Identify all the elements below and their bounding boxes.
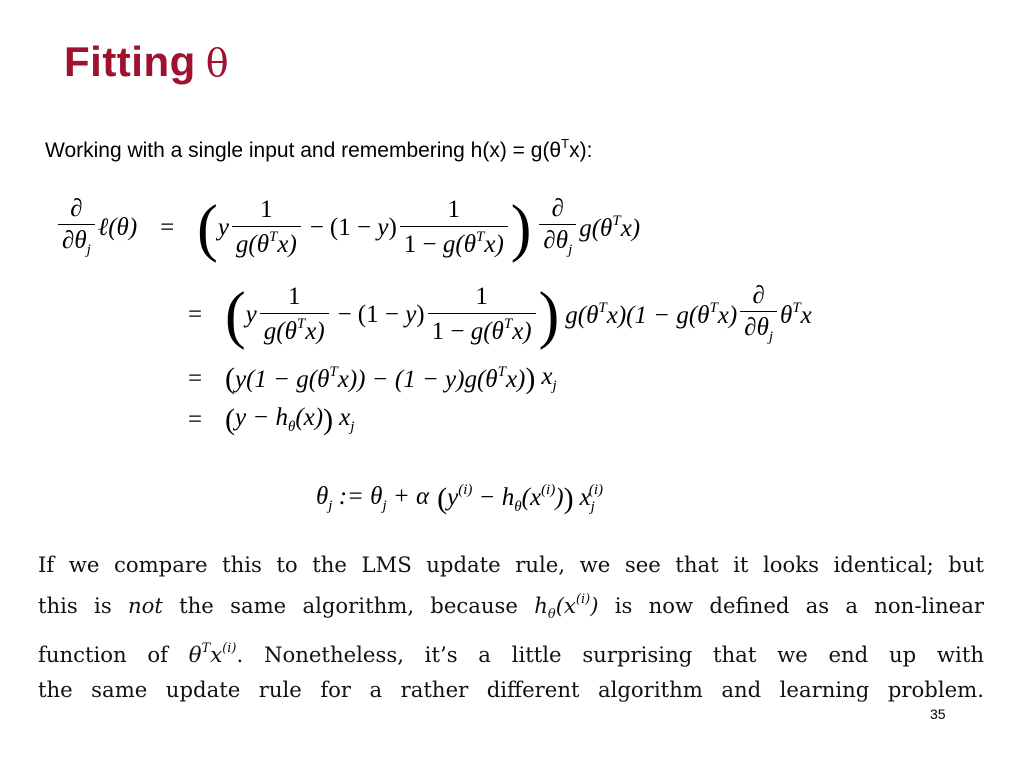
big-paren-close: ) xyxy=(538,278,560,351)
partial-wrt-theta-j-rhs: $\frac{\partial}{\partial\theta_j}$ xyxy=(539,196,576,259)
partial-wrt-theta-j-rhs: $\frac{\partial}{\partial\theta_j}$ xyxy=(740,283,777,346)
paragraph-line-3-a: function of xyxy=(38,642,169,667)
term-y: y xyxy=(217,213,229,241)
theta-symbol: θ xyxy=(205,41,230,85)
g-theta-x: $g(\theta^Tx)$ xyxy=(579,212,641,242)
emphasis-not: not xyxy=(127,592,163,618)
paren-close: ) xyxy=(525,362,536,395)
term-y: y xyxy=(245,300,257,328)
page-number: 35 xyxy=(930,706,946,722)
minus-sign: − xyxy=(309,213,324,241)
line3-expression: $y(1 - g(\theta^Tx)) - (1 - y)g(\theta^Tx)$ xyxy=(235,364,526,393)
paragraph-line-1: If we compare this to the LMS update rule, we see that it looks identical; but xyxy=(38,552,984,577)
explanation-paragraph xyxy=(38,548,984,707)
y-minus-h: $y - h_\theta(x)$ xyxy=(235,404,324,435)
paren-close: ) xyxy=(563,482,574,515)
paren-close: ) xyxy=(323,403,334,436)
paragraph-line-2-c: is now defined as a non-linear xyxy=(614,592,984,618)
big-paren-open: ( xyxy=(197,191,218,264)
equals-sign: = xyxy=(160,213,175,241)
update-rule-expression: $\theta_j$ := $\theta_j + \alpha$ xyxy=(316,483,430,514)
big-paren-close: ) xyxy=(510,191,532,264)
fraction-one-over-one-minus-g: $\frac{1}{1 - g(\theta^Tx)}$ xyxy=(400,197,508,258)
derivation-line-2 xyxy=(165,278,812,351)
equals-sign: = xyxy=(187,300,203,328)
equals-sign: = xyxy=(187,365,203,392)
partial-den-text: ∂θ xyxy=(62,227,87,255)
x-sub-j: $x_j$ xyxy=(339,404,355,435)
minus-sign: − xyxy=(337,300,352,328)
slide-title-text: Fitting xyxy=(64,38,196,85)
fraction-one-over-g: $\frac{1}{g(\theta^Tx)}$ xyxy=(260,284,329,345)
paragraph-line-2-a: this is xyxy=(38,592,112,618)
slide-title xyxy=(64,38,229,86)
x-sub-j: $x_j$ xyxy=(541,363,557,394)
intro-text-a: Working with a single input and remembering h(x) = g(θ xyxy=(45,139,562,162)
one-minus-y: (1 − y) xyxy=(357,300,425,328)
paren-open: ( xyxy=(225,362,235,395)
equals-sign: = xyxy=(187,406,203,433)
update-rule xyxy=(316,482,603,516)
partial-derivative-lhs xyxy=(58,196,95,259)
update-rule-inner: $y^{(i)} - h_\theta(x^{(i)})$ xyxy=(447,482,564,515)
paragraph-line-4: the same update rule for a rather different algorithm and learning problem. xyxy=(38,676,984,702)
big-paren-open: ( xyxy=(225,278,246,351)
fraction-one-over-one-minus-g: $\frac{1}{1 - g(\theta^Tx)}$ xyxy=(428,284,536,345)
g-times-one-minus-g: $g(\theta^Tx)(1 - g(\theta^Tx)$ xyxy=(565,299,738,329)
intro-superscript: T xyxy=(561,136,570,151)
x-sub-j-sup-i: $x_j^{(i)}$ xyxy=(579,482,604,515)
derivation-line-4 xyxy=(165,403,354,437)
theta-transpose-x: $\theta^Tx$ xyxy=(780,299,812,329)
paragraph-line-2 xyxy=(38,583,984,633)
fraction-one-over-g: $\frac{1}{g(\theta^Tx)}$ xyxy=(232,197,301,258)
paren-open: ( xyxy=(437,482,448,515)
partial-wrt-theta-j xyxy=(58,224,95,259)
intro-text xyxy=(45,136,592,163)
paragraph-line-2-b: the same algorithm, because xyxy=(179,592,518,618)
h-theta-x-i: $h_\theta(x^{(i)})$ xyxy=(534,591,599,622)
log-likelihood: ℓ(θ) xyxy=(97,213,138,241)
partial-symbol: ∂ xyxy=(70,195,83,222)
paragraph-line-3-b: . Nonetheless, it’s a little surprising that we end up with xyxy=(236,642,984,667)
one-minus-y: (1 − y) xyxy=(329,213,397,241)
theta-t-x-i: $\theta^Tx^{(i)}$ xyxy=(188,641,237,667)
derivation-line-1 xyxy=(55,191,641,264)
paragraph-line-3 xyxy=(38,632,984,673)
paren-open: ( xyxy=(225,403,235,436)
derivation-line-3 xyxy=(165,362,557,396)
intro-text-b: x): xyxy=(569,139,593,162)
subscript-j: j xyxy=(86,242,91,259)
